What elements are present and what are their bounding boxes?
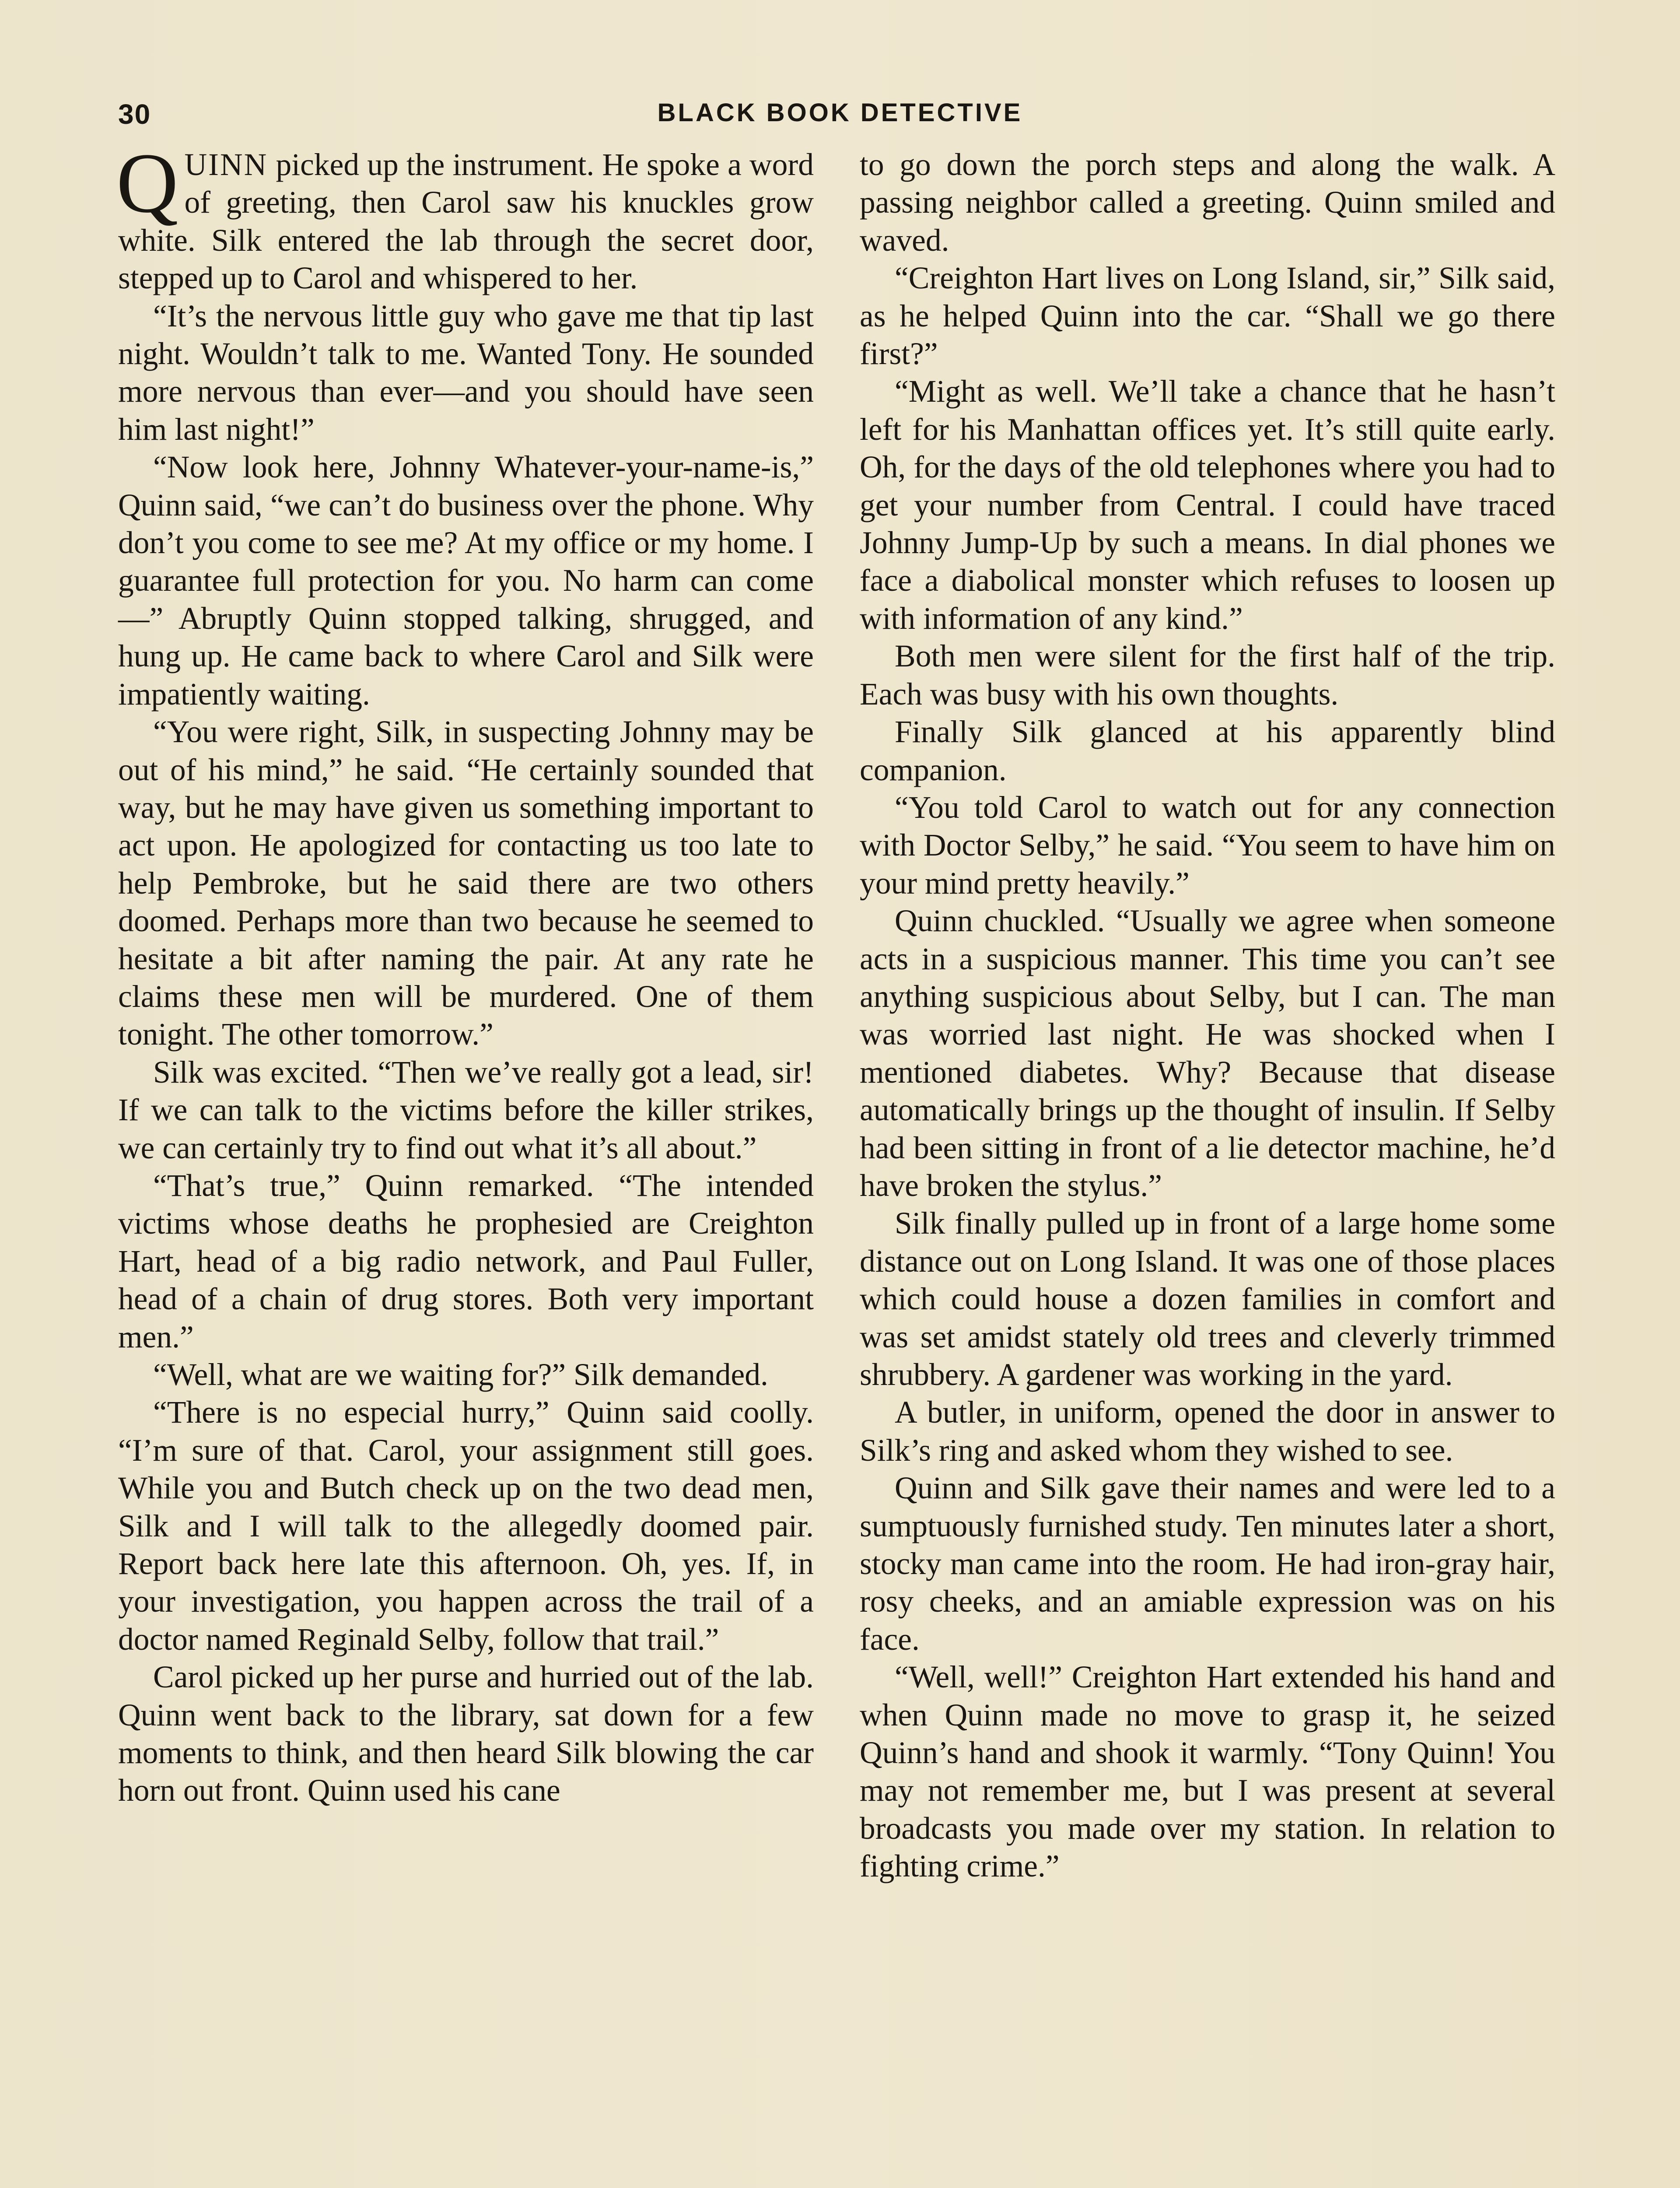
paragraph: “Now look here, Johnny Whatever-your-name-is,” Quinn said, “we can’t do business over the phone. Why don’t you come to see me? At my office or my home. I guarantee full protection for you. No harm can come—” Abruptly Quinn stopped talking, shrugged, and hung up. He came back to where Carol and Silk were impatiently waiting. <box>118 450 814 712</box>
paragraph: A butler, in uniform, opened the door in answer to Silk’s ring and asked whom they wished to see. <box>860 1395 1555 1468</box>
right-column <box>860 146 1555 1886</box>
paragraph: Both men were silent for the first half of the trip. Each was busy with his own thoughts. <box>860 639 1555 712</box>
paragraph: “Might as well. We’ll take a chance that he hasn’t left for his Manhattan offices yet. It’s still quite early. Oh, for the days of the old telephones where you had to get your number from Central. I could have traced Johnny Jump-Up by such a means. In dial phones we face a diabolical monster which refuses to loosen up with information of any kind.” <box>860 374 1555 636</box>
drop-cap: Q <box>116 136 178 231</box>
paragraph-text: picked up the instrument. He spoke a word of greeting, then Carol saw his knuckles grow white. Silk entered the lab through the secret door, stepped up to Carol and whispered to her. <box>118 147 814 296</box>
paragraph: Silk was excited. “Then we’ve really got a lead, sir! If we can talk to the victims before the killer strikes, we can certainly try to find out what it’s all about.” <box>118 1055 814 1165</box>
page-header <box>118 98 1562 133</box>
paragraph: “Well, what are we waiting for?” Silk demanded. <box>153 1357 768 1392</box>
left-column <box>116 136 814 1810</box>
paragraph: “Well, well!” Creighton Hart extended his hand and when Quinn made no move to grasp it, he seized Quinn’s hand and shook it warmly. “Tony Quinn! You may not remember me, but I was present at several broadcasts you made over my station. In relation to fighting crime.” <box>860 1660 1555 1884</box>
lead-caps: UINN <box>184 147 268 182</box>
paragraph: Carol picked up her purse and hurried out of the lab. Quinn went back to the library, sat down for a few moments to think, and then heard Silk blowing the car horn out front. Quinn used his cane <box>118 1660 814 1808</box>
paragraph: “You were right, Silk, in suspecting Johnny may be out of his mind,” he said. “He certainly sounded that way, but he may have given us something important to act upon. He apologized for contacting us too late to help Pembroke, but he said there are two others doomed. Perhaps more than two because he seemed to hesitate a bit after naming the pair. At any rate he claims these men will be murdered. One of them tonight. The other tomorrow.” <box>118 715 814 1052</box>
paragraph: Quinn and Silk gave their names and were led to a sumptuously furnished study. Ten minutes later a short, stocky man came into the room. He had iron-gray hair, rosy cheeks, and an amiable expression was on his face. <box>860 1471 1555 1657</box>
paragraph: Quinn chuckled. “Usually we agree when someone acts in a suspicious manner. This time you can’t see anything suspicious about Selby, but I can. The man was worried last night. He was shocked when I mentioned diabetes. Why? Because that disease automatically brings up the thought of insulin. If Selby had been sitting in front of a lie detector machine, he’d have broken the stylus.” <box>860 904 1555 1203</box>
paragraph: “You told Carol to watch out for any connection with Doctor Selby,” he said. “You seem to have him on your mind pretty heavily.” <box>860 790 1555 901</box>
running-title: BLACK BOOK DETECTIVE <box>657 98 1023 127</box>
paragraph: “Creighton Hart lives on Long Island, sir,” Silk said, as he helped Quinn into the car. “Shall we go there first?” <box>860 261 1555 372</box>
opening-paragraph <box>116 136 814 298</box>
page-number: 30 <box>118 98 151 130</box>
paragraph: Silk finally pulled up in front of a large home some distance out on Long Island. It was one of those places which could house a dozen families in comfort and was set amidst stately old trees and cleverly trimmed shrubbery. A gardener was working in the yard. <box>860 1206 1555 1392</box>
paragraph: “There is no especial hurry,” Quinn said coolly. “I’m sure of that. Carol, your assignment still goes. While you and Butch check up on the two dead men, Silk and I will talk to the allegedly doomed pair. Report back here late this afternoon. Oh, yes. If, in your investigation, you happen across the trail of a doctor named Reginald Selby, follow that trail.” <box>118 1395 814 1657</box>
paragraph: “It’s the nervous little guy who gave me that tip last night. Wouldn’t talk to me. Wanted Tony. He sounded more nervous than ever—and you should have seen him last night!” <box>118 298 814 447</box>
paragraph-continued: to go down the porch steps and along the walk. A passing neighbor called a greeting. Quinn smiled and waved. <box>860 147 1555 258</box>
paragraph: “That’s true,” Quinn remarked. “The intended victims whose deaths he prophesied are Creighton Hart, head of a big radio network, and Paul Fuller, head of a chain of drug stores. Both very important men.” <box>118 1168 814 1354</box>
paragraph: Finally Silk glanced at his apparently blind companion. <box>860 715 1555 787</box>
